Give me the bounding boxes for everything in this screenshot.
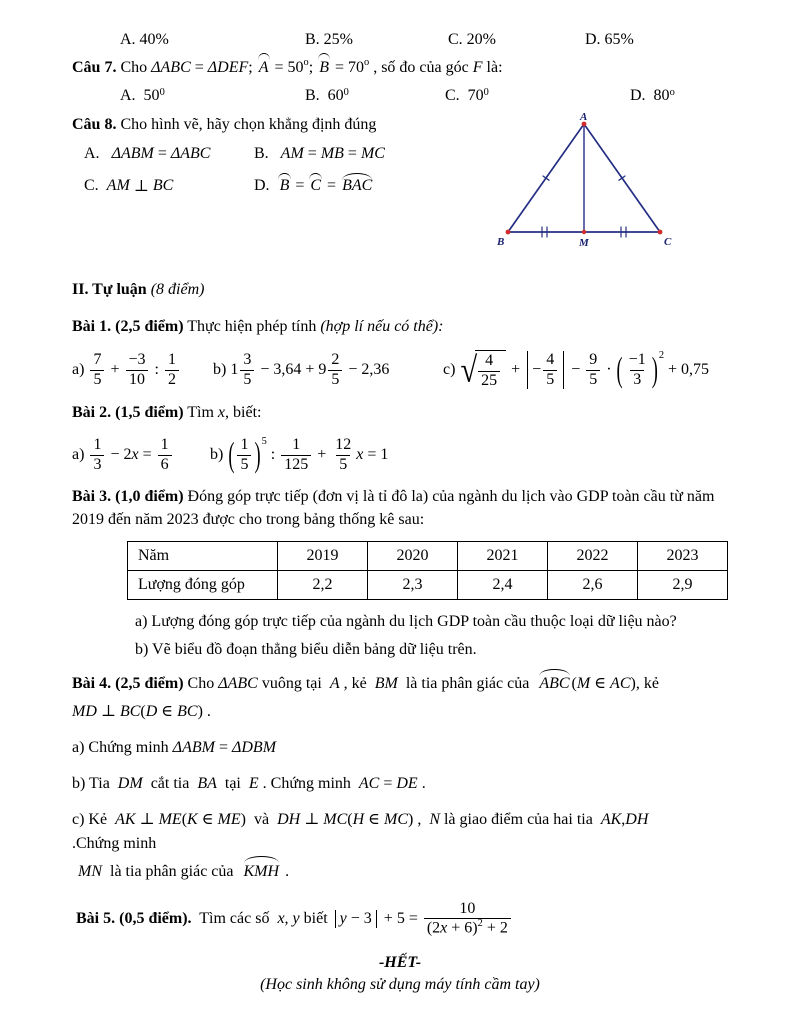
bai3-heading xyxy=(72,486,728,531)
question-8-text: Cho hình vẽ, hãy chọn khẳng định đúng xyxy=(116,116,377,134)
q7-option-a: A. 50 0 xyxy=(120,87,165,105)
bai2-label: Bài 2. (1,5 điểm) xyxy=(72,403,184,421)
bai1-expressions xyxy=(72,350,728,390)
cell-2021: 2021 xyxy=(458,541,548,570)
q6-option-d: D. 65% xyxy=(585,31,634,48)
answer-row-q6 xyxy=(72,31,728,49)
bai5-label: Bài 5. (0,5 điểm). xyxy=(76,909,192,927)
label-c: C xyxy=(664,236,672,249)
bai2-expressions xyxy=(72,436,728,474)
bai4-heading xyxy=(72,673,728,695)
bai4-intro-1: Cho ΔABC vuông tại A , kẻ BM là tia phân giác của ABC ( M ∈ AC ), kẻ xyxy=(184,673,659,695)
triangle-svg xyxy=(492,112,677,254)
section-2-title: II. Tự luận xyxy=(72,281,147,299)
bai4-part-c-2 xyxy=(78,860,728,884)
bai4-intro-2-text: MD ⊥ BC ( D ∈ BC ) . xyxy=(72,702,211,720)
section-2-note: (8 điểm) xyxy=(146,281,205,299)
bai3-question-a: a) Lượng đóng góp trực tiếp của ngành du lịch GDP toàn cầu thuộc loại dữ liệu nào? xyxy=(135,612,677,630)
q8-option-a: A. ΔABM = ΔABC xyxy=(84,144,211,162)
q7-option-d: D. 80 o xyxy=(630,87,675,105)
bai4-part-b-text: b) Tia DM cắt tia BA tại E . Chứng minh AC = DE . xyxy=(72,774,426,792)
vertex-c-dot xyxy=(658,230,663,235)
label-b: B xyxy=(497,236,505,249)
label-a: A xyxy=(580,112,588,124)
bai4-part-c-1 xyxy=(72,808,728,856)
bai4-label: Bài 4. (2,5 điểm) xyxy=(72,675,184,693)
cell-2020: 2020 xyxy=(368,541,458,570)
bai4-part-c-1-text: c) Kẻ AK ⊥ ME ( K ∈ ME ) và DH ⊥ MC ( H ∈ MC ) , N là giao điểm của hai tia AK , DH .Chứng minh xyxy=(72,810,649,852)
bai2-expr-b: b) ( $\frac{1}{5}$ ) $^5$ : $\frac{1}{125}$ + $\frac{12}{5}$ x = 1 xyxy=(210,435,389,474)
bai5-expr: Tìm các số x, y biết y − 3 + 5 = $\frac{10}{(2x + 6)^2 + 2}$ xyxy=(192,900,513,938)
data-table xyxy=(127,541,728,600)
label-m: M xyxy=(579,237,589,250)
cell-nam: Năm xyxy=(128,541,278,570)
q7-option-b: B. 60 0 xyxy=(305,87,349,105)
question-7 xyxy=(72,57,728,79)
cell-val-2023: 2,9 xyxy=(637,570,727,599)
q6-option-a: A. 40% xyxy=(120,31,169,48)
q6-option-c: C. 20% xyxy=(448,31,496,48)
point-m-dot xyxy=(582,230,586,234)
footer-note: (Học sinh không sử dụng máy tính cầm tay) xyxy=(260,975,540,993)
cell-val-2019: 2,2 xyxy=(278,570,368,599)
question-8-content xyxy=(72,112,492,195)
question-7-text: Cho ΔABC = ΔDEF ; A = 50 $^o$ ; B = 70 $^o$ , số đo của góc F là: xyxy=(116,57,502,79)
bai3-label: Bài 3. (1,0 điểm) xyxy=(72,488,184,506)
cell-val-2021: 2,4 xyxy=(458,570,548,599)
question-7-label: Câu 7. xyxy=(72,59,117,76)
cell-2022: 2022 xyxy=(547,541,637,570)
cell-2023: 2023 xyxy=(637,541,727,570)
bai4-intro-2 xyxy=(72,700,728,724)
section-2-heading xyxy=(72,279,728,301)
bai4-part-c-2-text: MN là tia phân giác của KMH . xyxy=(78,860,289,884)
q7-option-c: C. 70 0 xyxy=(445,87,489,105)
bai3-text: Đóng góp trực tiếp (đơn vị là tỉ đô la) của ngành du lịch vào GDP toàn cầu từ năm 2019 đến năm 2023 được cho trong bảng thống kê sau: xyxy=(72,488,715,528)
bai4-part-a xyxy=(72,736,728,760)
bai4-part-b xyxy=(72,772,728,796)
bai1-text: Thực hiện phép tính xyxy=(183,317,321,335)
bai2-heading xyxy=(72,402,728,424)
bai1-heading xyxy=(72,316,728,338)
bai1-note: (hợp lí nếu có thể): xyxy=(320,317,444,335)
question-8-label: Câu 8. xyxy=(72,116,117,134)
end-marker: -HẾT- xyxy=(378,953,422,971)
cell-2019: 2019 xyxy=(278,541,368,570)
q8-option-b: B. AM = MB = MC xyxy=(254,144,385,162)
q8-option-c: C. AM ⊥ BC xyxy=(84,176,174,195)
bai1-label: Bài 1. (2,5 điểm) xyxy=(72,317,184,335)
cell-val-2020: 2,3 xyxy=(368,570,458,599)
q8-options xyxy=(72,145,492,196)
table-row-header xyxy=(128,541,728,570)
question-8 xyxy=(72,114,492,136)
q8-option-d: D. B = C = BAC xyxy=(254,176,373,194)
bai5 xyxy=(76,900,728,938)
answer-row-q7 xyxy=(72,87,728,105)
cell-luong: Lượng đóng góp xyxy=(128,570,278,599)
bai1-expr-c: c) √ $\frac{4}{25}$ + − $\frac{4}{5}$ − $\frac{9}{5}$ · ( $\frac{-1}{3}$ ) $^2$ + 0,75 xyxy=(443,349,710,390)
bai2-expr-a: a) $\frac{1}{3}$ − 2 x = $\frac{1}{6}$ xyxy=(72,436,210,474)
bai3-question-b: b) Vẽ biểu đồ đoạn thẳng biểu diễn bảng dữ liệu trên. xyxy=(135,641,477,659)
triangle-lines xyxy=(508,124,660,237)
question-8-block xyxy=(72,112,728,259)
table-row-values xyxy=(128,570,728,599)
vertex-b-dot xyxy=(506,230,511,235)
q6-option-b: B. 25% xyxy=(305,31,353,48)
bai4-part-a-text: a) Chứng minh ΔABM = ΔDBM xyxy=(72,738,277,756)
bai1-expr-b: b) 1 $\frac{3}{5}$ − 3,64 + 9 $\frac{2}{5}$ − 2,36 xyxy=(213,351,390,388)
cell-val-2022: 2,6 xyxy=(547,570,637,599)
bai2-title: Tìm x , biết: xyxy=(183,403,262,421)
triangle-figure xyxy=(492,112,677,259)
bai1-expr-a: a) $\frac{7}{5}$ + $\frac{-3}{10}$ : $\frac{1}{2}$ xyxy=(72,351,213,389)
